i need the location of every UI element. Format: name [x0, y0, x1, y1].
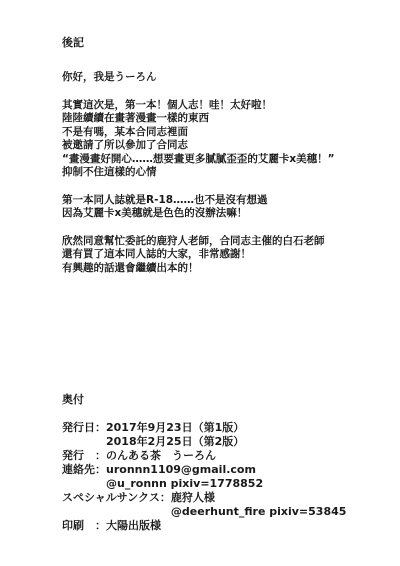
colophon-row-contact-social [62, 477, 382, 491]
colophon-key: 連絡先： [62, 463, 106, 476]
afterword-line: 因為艾麗卡x美穗就是色色的沒辦法嘛！ [62, 207, 248, 219]
afterword-line: 被邀請了所以參加了合同志 [62, 139, 188, 151]
colophon-value: 2017年9月23日（第1版） [106, 421, 245, 434]
colophon-value: @u_ronnn pixiv=1778852 [106, 477, 264, 490]
afterword-section [62, 36, 362, 289]
afterword-line: 你好，我是うーろん [62, 71, 157, 83]
afterword-line: 欣然同意幫忙委託的鹿狩人老師，合同志主催的白石老師 [62, 234, 325, 247]
afterword-title: 後記 [62, 36, 84, 49]
colophon-row-printer [62, 519, 382, 533]
afterword-paragraph-2 [62, 99, 362, 180]
colophon-title: 奥付 [62, 393, 84, 406]
afterword-line: 抑制不住這樣的心情 [62, 166, 157, 178]
colophon-key: 発行 ： [62, 449, 106, 462]
colophon-value: @deerhunt_fire pixiv=53845 [170, 505, 347, 518]
colophon-section [62, 393, 382, 533]
afterword-line: 第一本同人誌就是R-18……也不是沒有想過 [62, 193, 268, 206]
colophon-value: のんある茶 うーろん [106, 449, 216, 462]
afterword-paragraph-4 [62, 235, 362, 276]
colophon-row-special-thanks-social [62, 505, 382, 519]
colophon-value: 大陽出版様 [106, 519, 161, 532]
colophon-key: 印刷 ： [62, 519, 106, 532]
afterword-line: 還有買了這本同人誌的大家，非常感謝！ [62, 248, 251, 260]
afterword-line: 陸陸續續在畫著漫畫一樣的東西 [62, 112, 209, 124]
colophon-key: 発行日： [62, 421, 106, 434]
colophon-row-issue-date-2 [62, 435, 382, 449]
colophon-value: 2018年2月25日（第2版） [106, 435, 245, 448]
colophon-row-publisher [62, 449, 382, 463]
afterword-paragraph-1 [62, 71, 362, 85]
colophon-value: 鹿狩人様 [170, 491, 215, 504]
colophon-row-contact-email [62, 463, 382, 477]
colophon-key: スペシャルサンクス： [62, 491, 171, 504]
colophon-value: uronnn1109@gmail.com [106, 463, 256, 476]
afterword-line: 有興趣的話還會繼續出本的！ [62, 261, 199, 274]
colophon-row-issue-date-1 [62, 421, 382, 435]
afterword-paragraph-3 [62, 194, 362, 221]
afterword-line: 不是有嗎，某本合同志裡面 [62, 125, 188, 138]
afterword-line: “畫漫畫好開心……想要畫更多膩膩歪歪的艾麗卡x美穗！” [62, 152, 335, 165]
afterword-line: 其實這次是，第一本！個人志！哇！太好啦！ [62, 98, 272, 111]
colophon-row-special-thanks [62, 491, 382, 505]
